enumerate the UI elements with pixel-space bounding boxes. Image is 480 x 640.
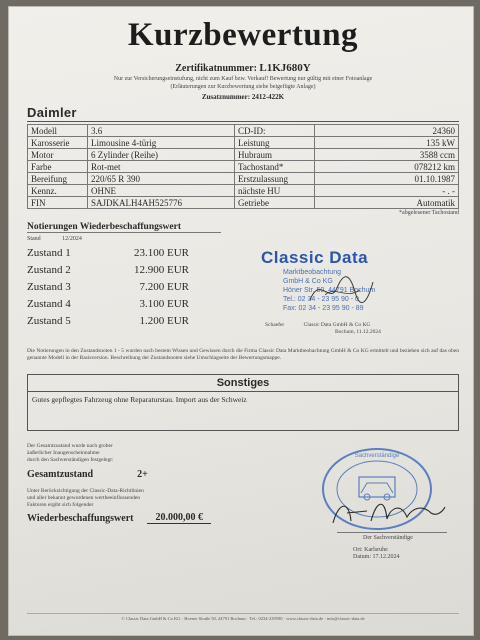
additional-number-label: Zusatznummer: [201, 93, 251, 101]
field-value: 3.6 [88, 125, 235, 137]
document-title: Kurzbewertung [127, 17, 359, 53]
odometer-footnote: *abgelesener Tachostand [399, 210, 459, 216]
condition-value: 12.900 EUR [134, 263, 189, 276]
page-footer: © Classic Data GmbH & Co KG · Hoener Straße 50, 44791 Bochum · Tel.: 0234-239590 · www.classic-data.de · info@classic-data.de [27, 613, 459, 621]
certificate-line [27, 62, 459, 74]
field-label: Karosserie [28, 137, 88, 149]
field-label: Kennz. [28, 185, 88, 197]
overall-condition-label: Gesamtzustand [27, 469, 94, 480]
stamp-line-4: Tel.: 02 34 - 23 95 90 - 0 [283, 296, 359, 303]
vehicle-row [28, 149, 459, 161]
signature-line [337, 532, 447, 533]
field-label: Modell [28, 125, 88, 137]
stamp-line-2: GmbH & Co KG [283, 278, 333, 285]
stamp-brand: Classic Data [261, 248, 369, 267]
additional-number-line [27, 93, 459, 101]
field-value: OHNE [88, 185, 235, 197]
stamp-line-1: Marktbeobachtung [283, 269, 341, 276]
condition-label: Zustand 2 [27, 263, 71, 276]
field-value: - . - [315, 185, 459, 197]
stamp-line-5: Fax: 02 34 - 23 95 90 - 89 [283, 305, 364, 312]
field-value: 01.10.1987 [315, 173, 459, 185]
field-value: 078212 km [315, 161, 459, 173]
condition-value: 7.200 EUR [139, 280, 189, 293]
vehicle-row [28, 125, 459, 137]
disclaimer: Die Notierungen in den Zustandsnoten 1 - 5 wurden nach bestem Wissen und Gewissen durch die Firma Classic Data Marktbeobachtung GmbH & Co KG ermittelt und beziehen sich auf das oben genannte Modell in der Basisversion. Beschreibung der Zustandsnoten siehe Umschlagseite der Bewertungsmappe. [27, 348, 459, 361]
signature-graphic [305, 270, 375, 310]
condition-label: Zustand 4 [27, 297, 71, 310]
remarks-text: Gutes gepflegtes Fahrzeug ohne Reparaturstau. Import aus der Schweiz [32, 395, 247, 404]
valuation-document [8, 6, 474, 636]
stand-line [27, 236, 459, 242]
condition-label: Zustand 1 [27, 246, 71, 259]
valuation-title: Notierungen Wiederbeschaffungswert [27, 222, 221, 233]
field-label: Bereifung [28, 173, 88, 185]
condition-values [27, 244, 459, 336]
field-label: Tachostand* [235, 161, 315, 173]
field-label: Hubraum [235, 149, 315, 161]
vehicle-row [28, 173, 459, 185]
field-label: Leistung [235, 137, 315, 149]
summary-intro-2: äußerlicher Inaugenscheinnahme [27, 450, 100, 456]
field-value: 220/65 R 390 [88, 173, 235, 185]
condition-label: Zustand 3 [27, 280, 71, 293]
field-value: Limousine 4-türig [88, 137, 235, 149]
condition-label: Zustand 5 [27, 314, 71, 327]
usage-notes [27, 75, 459, 91]
usage-note-1: Nur zur Versicherungseinstufung, nicht zum Kauf bzw. Verkauf! Bewertung nur gültig mit einer Fotoanlage [113, 76, 373, 82]
field-label: Motor [28, 149, 88, 161]
field-label: CD-ID: [235, 125, 315, 137]
replacement-value-label: Wiederbeschaffungswert [27, 512, 134, 524]
place-date [353, 547, 400, 561]
summary-mid-2: und aller bekannt gewordenen wertbeeinflussenden [27, 495, 141, 501]
vehicle-row [28, 161, 459, 173]
expert-label: Der Sachverständige [363, 535, 413, 541]
field-label: nächste HU [235, 185, 315, 197]
condition-value: 3.100 EUR [139, 297, 189, 310]
make-row [27, 105, 459, 122]
field-value: SAJDKALH4AH525776 [88, 197, 235, 209]
certificate-label: Zertifikatnummer: [175, 63, 257, 74]
field-value: Automatik [315, 197, 459, 209]
summary-mid-3: Faktoren ergibt sich folgender [27, 502, 94, 508]
stand-label: Stand [27, 236, 41, 242]
vehicle-table [27, 124, 459, 209]
field-label: FIN [28, 197, 88, 209]
condition-value: 23.100 EUR [134, 246, 189, 259]
place-value: Karlsruhe [364, 547, 388, 553]
field-value: 24360 [315, 125, 459, 137]
additional-number: 2412-422K [251, 93, 285, 101]
field-label: Getriebe [235, 197, 315, 209]
replacement-value-amount: 20.000,00 € [147, 512, 211, 524]
field-value: 6 Zylinder (Reihe) [88, 149, 235, 161]
remarks-box [27, 374, 459, 431]
usage-note-2: (Erläuterungen zur Kurzbewertung siehe beigefügte Anlage) [170, 84, 316, 90]
summary-section [27, 443, 459, 593]
stamp-caption [265, 322, 381, 336]
condition-value: 1.200 EUR [139, 314, 189, 327]
field-value: 3588 ccm [315, 149, 459, 161]
vehicle-row [28, 185, 459, 197]
date-value: 17.12.2024 [372, 554, 400, 560]
stand-value: 12/2024 [62, 236, 82, 242]
summary-intro-1: Der Gesamtzustand wurde nach grober [27, 443, 113, 449]
vehicle-row [28, 137, 459, 149]
place-label: Ort: [353, 547, 363, 553]
field-label: Farbe [28, 161, 88, 173]
expert-signature-graphic [327, 493, 447, 531]
summary-mid-1: Unter Berücksichtigung der Classic-Data-Richtlinien [27, 488, 144, 494]
certificate-number: L1KJ680Y [259, 62, 311, 74]
remarks-title: Sonstiges [28, 375, 458, 392]
field-label: Erstzulassung [235, 173, 315, 185]
stamp-caption-place: Bochum, 11.12.2024 [335, 329, 381, 335]
vehicle-row [28, 197, 459, 209]
vehicle-make: Daimler [27, 105, 77, 120]
date-label: Datum: [353, 554, 371, 560]
seal-text: Sachverständige [354, 453, 400, 459]
field-value: Rot-met [88, 161, 235, 173]
stamp-line-3: Höner Str. 50, 44791 Bochum [283, 287, 376, 294]
stamp-caption-right: Classic Data GmbH & Co KG [303, 322, 371, 328]
overall-condition-value: 2+ [137, 469, 148, 480]
field-value: 135 kW [315, 137, 459, 149]
summary-intro-3: durch den Sachverständigen festgelegt: [27, 457, 114, 463]
stamp-caption-left: Schaefer [265, 322, 285, 328]
company-stamp [255, 248, 411, 328]
